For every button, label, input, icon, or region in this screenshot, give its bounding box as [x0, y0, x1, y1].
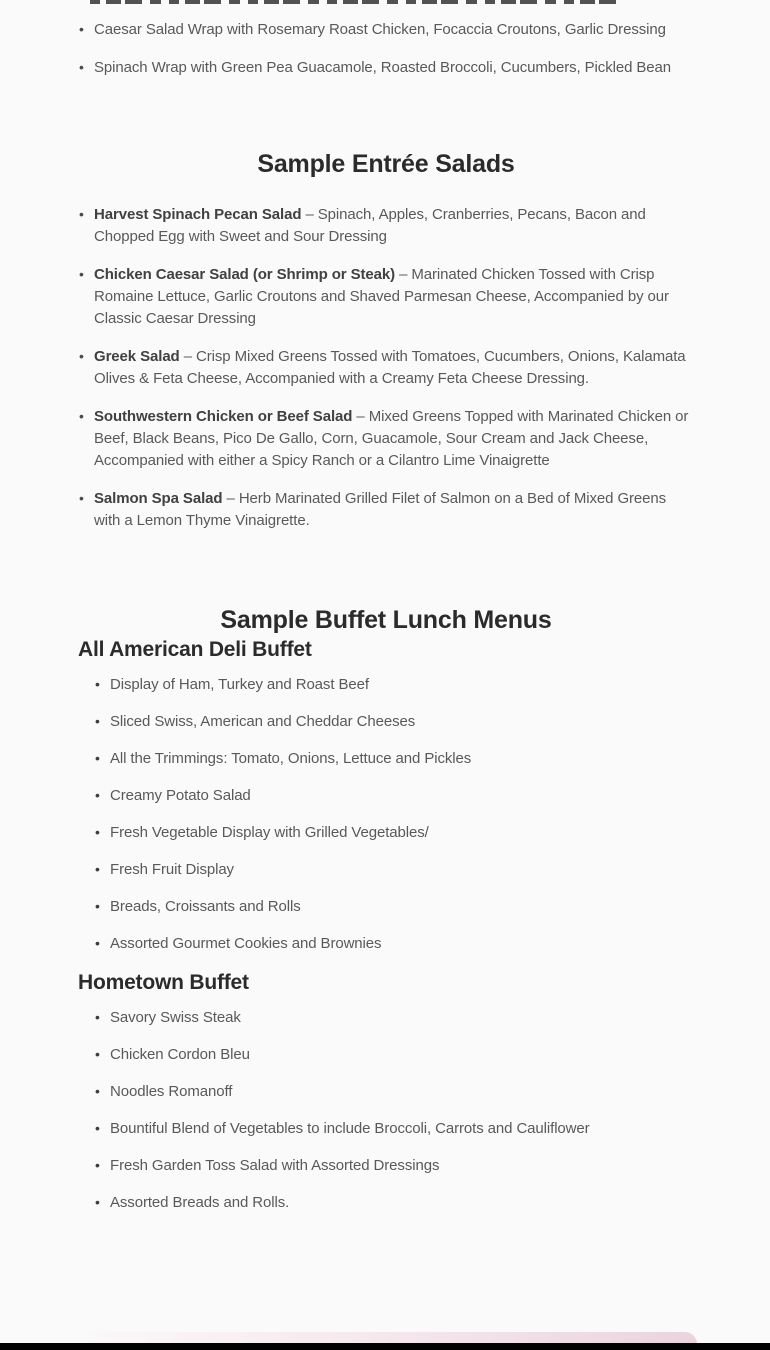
list-item	[78, 406, 694, 472]
list-item: • Chicken Cordon Bleu	[94, 1044, 694, 1066]
list-item: • All the Trimmings: Tomato, Onions, Lettuce and Pickles	[94, 748, 694, 770]
list-item: • Caesar Salad Wrap with Rosemary Roast Chicken, Focaccia Croutons, Garlic Dressing	[78, 19, 694, 41]
list-item	[78, 488, 694, 532]
all-american-deli-buffet-list	[94, 663, 694, 955]
list-item: • Spinach Wrap with Green Pea Guacamole, Roasted Broccoli, Cucumbers, Pickled Bean	[78, 57, 694, 79]
list-item: • Creamy Potato Salad	[94, 785, 694, 807]
list-item: • Breads, Croissants and Rolls	[94, 896, 694, 918]
all-american-deli-buffet-heading: All American Deli Buffet	[78, 638, 312, 661]
list-item: • Sliced Swiss, American and Cheddar Cheeses	[94, 711, 694, 733]
entree-salads-list	[78, 181, 694, 532]
wraps-list	[78, 0, 694, 79]
item-name: Chicken Caesar Salad (or Shrimp or Steak)	[94, 266, 400, 283]
item-description: – Herb Marinated Grilled Filet of Salmon on a Bed of Mixed Greens with a Lemon Thyme Vinaigrette.	[94, 490, 667, 529]
list-item: • Fresh Garden Toss Salad with Assorted Dressings	[94, 1155, 694, 1177]
list-item: • Display of Ham, Turkey and Roast Beef	[94, 674, 694, 696]
list-item	[78, 346, 694, 390]
list-item: • Bountiful Blend of Vegetables to include Broccoli, Carrots and Cauliflower	[94, 1118, 694, 1140]
item-description: – Mixed Greens Topped with Marinated Chicken or Beef, Black Beans, Pico De Gallo, Corn, Guacamole, Sour Cream and Jack Cheese, Accompanied with either a Spicy Ranch or a Cilantro Lime Vinaigrette	[94, 408, 689, 469]
list-item	[78, 264, 694, 330]
item-name: Greek Salad	[94, 348, 184, 365]
list-item: • Assorted Gourmet Cookies and Brownies	[94, 933, 694, 955]
hometown-buffet-list	[94, 996, 694, 1214]
list-item: • Noodles Romanoff	[94, 1081, 694, 1103]
hometown-buffet-heading: Hometown Buffet	[78, 971, 249, 994]
list-item: • Fresh Vegetable Display with Grilled Vegetables/	[94, 822, 694, 844]
item-description: – Crisp Mixed Greens Tossed with Tomatoes, Cucumbers, Onions, Kalamata Olives & Feta Cheese, Accompanied with a Creamy Feta Cheese Dressing.	[94, 348, 686, 387]
list-item: • Assorted Breads and Rolls.	[94, 1192, 694, 1214]
item-name: Salmon Spa Salad	[94, 490, 227, 507]
item-description: – Spinach, Apples, Cranberries, Pecans, Bacon and Chopped Egg with Sweet and Sour Dressing	[94, 206, 646, 245]
item-name: Harvest Spinach Pecan Salad	[94, 206, 306, 223]
item-name: Southwestern Chicken or Beef Salad	[94, 408, 357, 425]
entree-salads-heading: Sample Entrée Salads	[257, 150, 515, 178]
list-item	[78, 204, 694, 248]
list-item: • Fresh Fruit Display	[94, 859, 694, 881]
list-item: • Savory Swiss Steak	[94, 1007, 694, 1029]
item-description: – Marinated Chicken Tossed with Crisp Romaine Lettuce, Garlic Croutons and Shaved Parmesan Cheese, Accompanied by our Classic Caesar Dressing	[94, 266, 669, 327]
footer-black-bar	[0, 1343, 770, 1350]
buffet-lunch-heading: Sample Buffet Lunch Menus	[220, 606, 552, 634]
